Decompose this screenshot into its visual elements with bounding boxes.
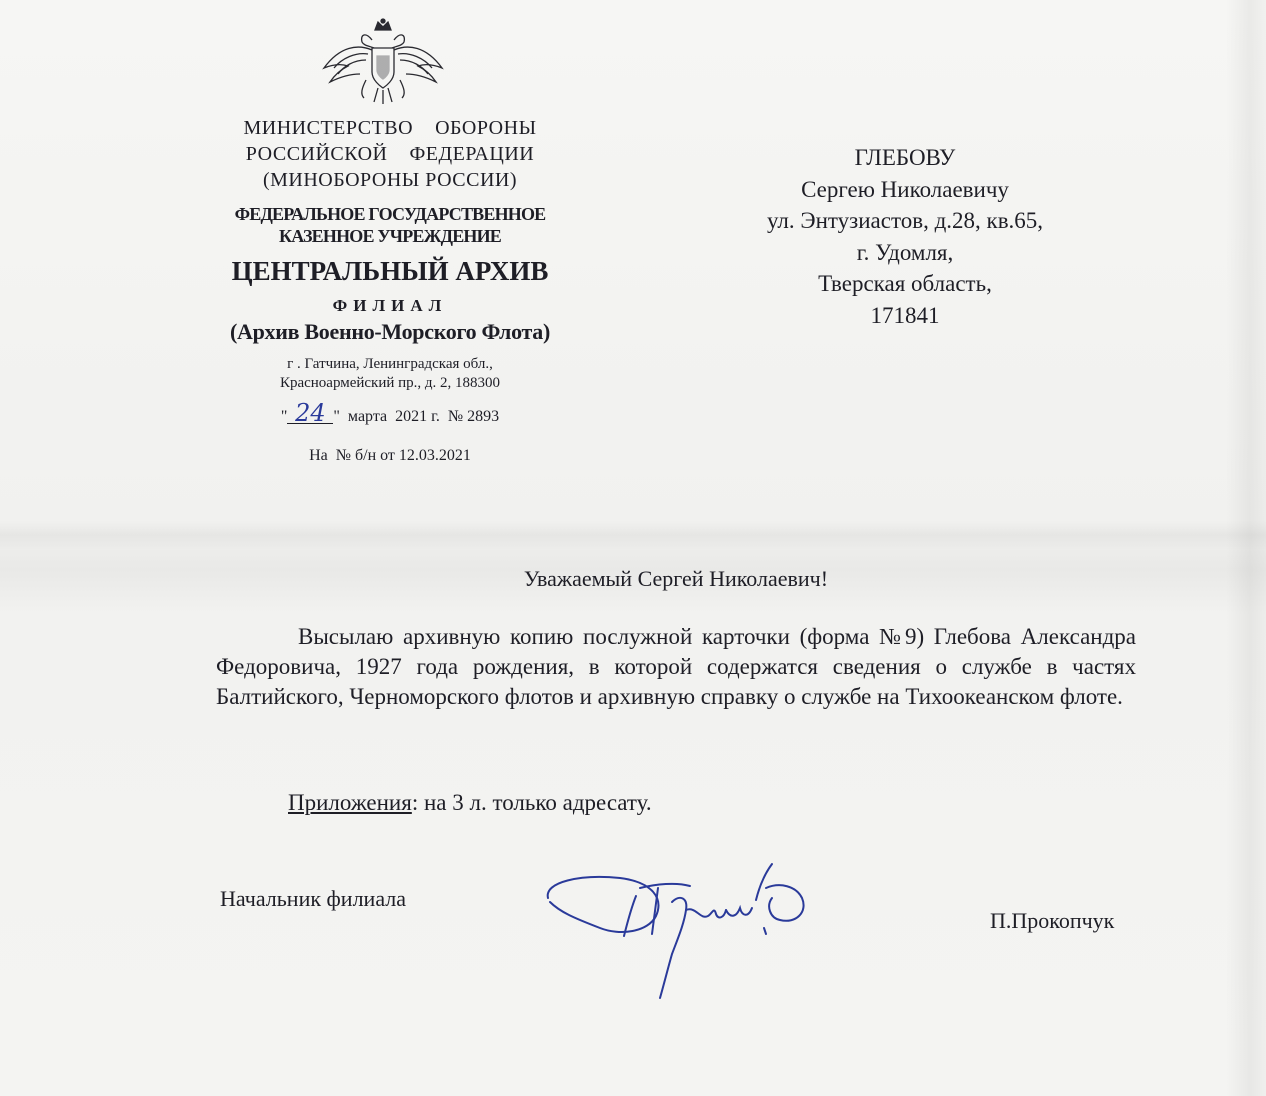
letter-greeting: Уважаемый Сергей Николаевич!	[523, 566, 829, 591]
archive-name: ЦЕНТРАЛЬНЫЙ АРХИВ	[231, 256, 549, 286]
branch-label: ФИЛИАЛ	[332, 296, 448, 315]
paper-fold	[0, 520, 1266, 550]
attachments-note	[288, 790, 652, 816]
date-and-number: марта 2021 г. № 2893	[347, 408, 500, 425]
recipient-region: Тверская область,	[818, 271, 992, 296]
double-headed-eagle-emblem-icon	[320, 18, 446, 106]
attachments-label: Приложения	[288, 790, 412, 815]
ministry-name	[195, 115, 585, 193]
paper-edge-shadow	[1226, 0, 1266, 1096]
institution-line: КАЗЕННОЕ УЧРЕЖДЕНИЕ	[278, 226, 502, 246]
institution-line: ФЕДЕРАЛЬНОЕ ГОСУДАРСТВЕННОЕ	[234, 204, 546, 224]
ministry-line: РОССИЙСКОЙ ФЕДЕРАЦИИ	[245, 143, 535, 165]
sender-address	[195, 355, 585, 393]
recipient-address	[720, 142, 1090, 331]
address-line: г . Гатчина, Ленинградская обл.,	[287, 356, 493, 372]
address-line: Красноармейский пр., д. 2, 188300	[279, 375, 501, 391]
handwritten-day: 24	[287, 403, 333, 424]
outgoing-date-number: " 24 " марта 2021 г. № 2893	[280, 399, 500, 427]
institution-type	[195, 203, 585, 247]
recipient-city: г. Удомля,	[856, 239, 954, 265]
handwritten-signature	[540, 858, 820, 1008]
attachments-text: : на 3 л. только адресату.	[411, 790, 652, 815]
sender-header	[195, 115, 585, 466]
recipient-postcode: 171841	[870, 302, 940, 328]
signer-name: П.Прокопчук	[990, 908, 1115, 933]
recipient-name: Сергею Николаевичу	[801, 176, 1009, 202]
recipient-street: ул. Энтузиастов, д.28, кв.65,	[766, 208, 1044, 233]
branch-name: (Архив Военно-Морского Флота)	[230, 319, 550, 344]
ministry-line: (МИНОБОРОНЫ РОССИИ)	[262, 169, 518, 191]
recipient-surname: ГЛЕБОВУ	[854, 145, 956, 170]
letter-body: Высылаю архивную копию послужной карточки (форма №9) Глебова Александра Федоровича, 1927 года рождения, в которой содержатся сведения о службе в частях Балтийского, Черноморского флотов и архивную справку о службе на Тихоокеанском флоте.	[216, 624, 1136, 709]
incoming-reference: На № б/н от 12.03.2021	[309, 447, 471, 464]
signer-title: Начальник филиала	[220, 886, 407, 911]
ministry-line: МИНИСТЕРСТВО ОБОРОНЫ	[243, 117, 537, 139]
